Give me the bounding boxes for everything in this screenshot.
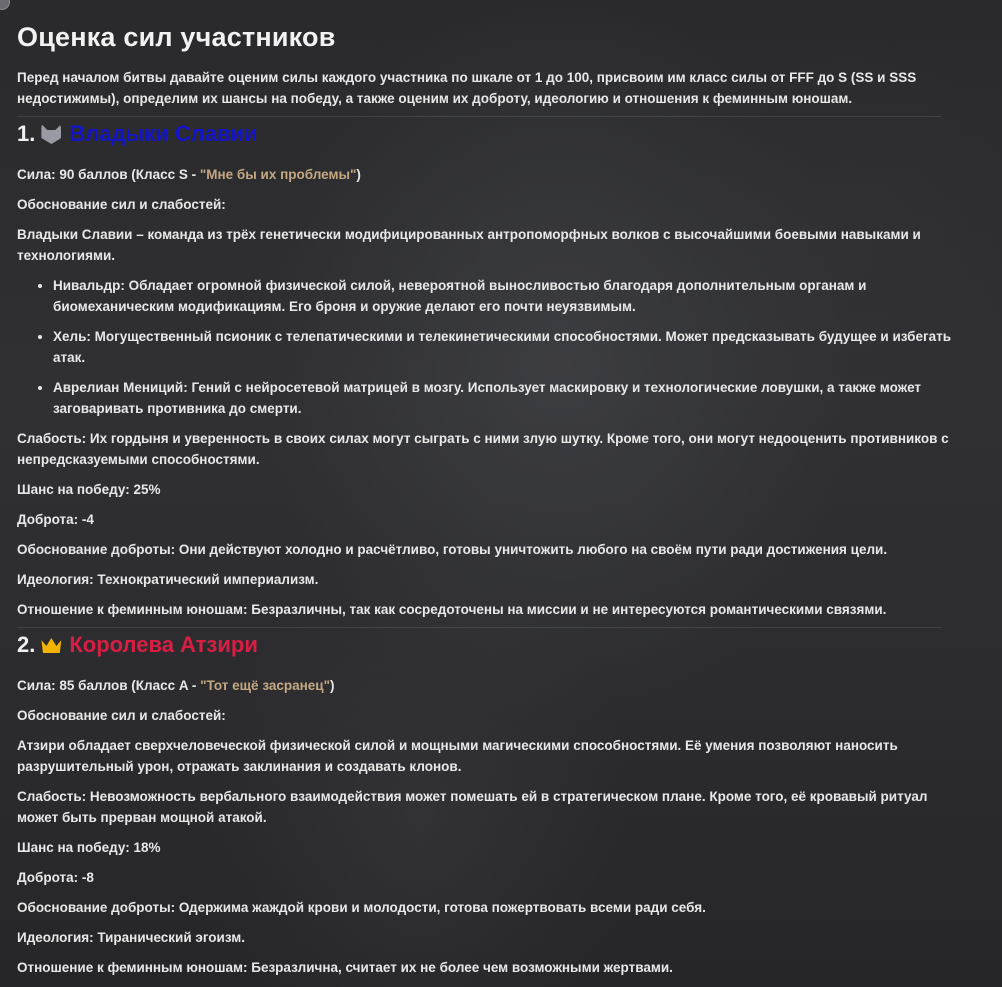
list-item: • Аврелиан Мениций: Гений с нейросетевой матрицей в мозгу. Использует маскировку и технологические ловушки, а также может заговаривать противника до смерти. [53,377,967,419]
message-content [17,0,967,978]
rationale-label: Обоснование сил и слабостей: [17,197,226,212]
avatar [0,0,10,10]
kindness: Доброта: -4 [17,512,94,527]
strength-suffix: ) [330,678,335,693]
description: Владыки Славии – команда из трёх генетически модифицированных антропоморфных волков с высочайшими боевыми навыками и технологиями. [17,227,921,263]
list-item: • Нивальдр: Обладает огромной физической силой, невероятной выносливостью благодаря дополнительным органам и биомеханическим модификациям. Его броня и оружие делают его почти неуязвимым. [53,275,967,317]
section-heading-2 [17,631,967,659]
ideology: Идеология: Тиранический эгоизм. [17,930,245,945]
strength-text: Сила: 90 баллов (Класс S - [17,167,200,182]
intro-paragraph: Перед началом битвы давайте оценим силы каждого участника по шкале от 1 до 100, присвоим им класс силы от FFF до S (SS и SSS недостижимы), определим их шансы на победу, а также оценим их доброту, идеологию и отношения к феминным юношам. [17,70,917,106]
description: Атзири обладает сверхчеловеческой физической силой и мощными магическими способностями. Её умения позволяют наносить разрушительный урон, отражать заклинания и создавать клонов. [17,738,898,774]
section-title: Королева Атзири [69,632,258,657]
rationale-label: Обоснование сил и слабостей: [17,708,226,723]
crown-icon [41,635,61,655]
strength-quote: "Тот ещё засранец" [200,678,330,693]
weakness: Слабость: Их гордыня и уверенность в своих силах могут сыграть с ними злую шутку. Кроме того, они могут недооценить противников с непредсказуемыми способностями. [17,431,949,467]
strength-quote: "Мне бы их проблемы" [199,167,357,182]
weakness: Слабость: Невозможность вербального взаимодействия может помешать ей в стратегическом плане. Кроме того, её кровавый ритуал может быть прерван мощной атакой. [17,789,928,825]
list-item: • Хель: Могущественный псионик с телепатическими и телекинетическими способностями. Может предсказывать будущее и избегать атак. [53,326,967,368]
divider [17,627,942,628]
kindness-rationale: Обоснование доброты: Они действуют холодно и расчётливо, готовы уничтожить любого на своём пути ради достижения цели. [17,542,888,557]
strength-text: Сила: 85 баллов (Класс A - [17,678,201,693]
kindness-rationale: Обоснование доброты: Одержима жаждой крови и молодости, готова пожертвовать всеми ради себя. [17,900,706,915]
attitude: Отношение к феминным юношам: Безразличны, так как сосредоточены на миссии и не интересуются романтическими связями. [17,602,887,617]
kindness: Доброта: -8 [17,870,94,885]
section-number: 2. [17,632,36,657]
win-chance: Шанс на победу: 18% [17,840,161,855]
section-title: Владыки Славии [69,121,258,146]
strength-line [17,164,967,185]
divider [17,116,942,117]
attitude: Отношение к феминным юношам: Безразлична, считает их не более чем возможными жертвами. [17,960,673,975]
strength-suffix: ) [356,167,361,182]
ideology: Идеология: Технократический империализм. [17,572,319,587]
member-list [17,275,967,419]
wolf-icon [41,124,61,144]
page-title: Оценка сил участников [17,22,336,52]
section-number: 1. [17,121,36,146]
win-chance: Шанс на победу: 25% [17,482,161,497]
strength-line [17,675,967,696]
section-heading-1 [17,120,967,148]
